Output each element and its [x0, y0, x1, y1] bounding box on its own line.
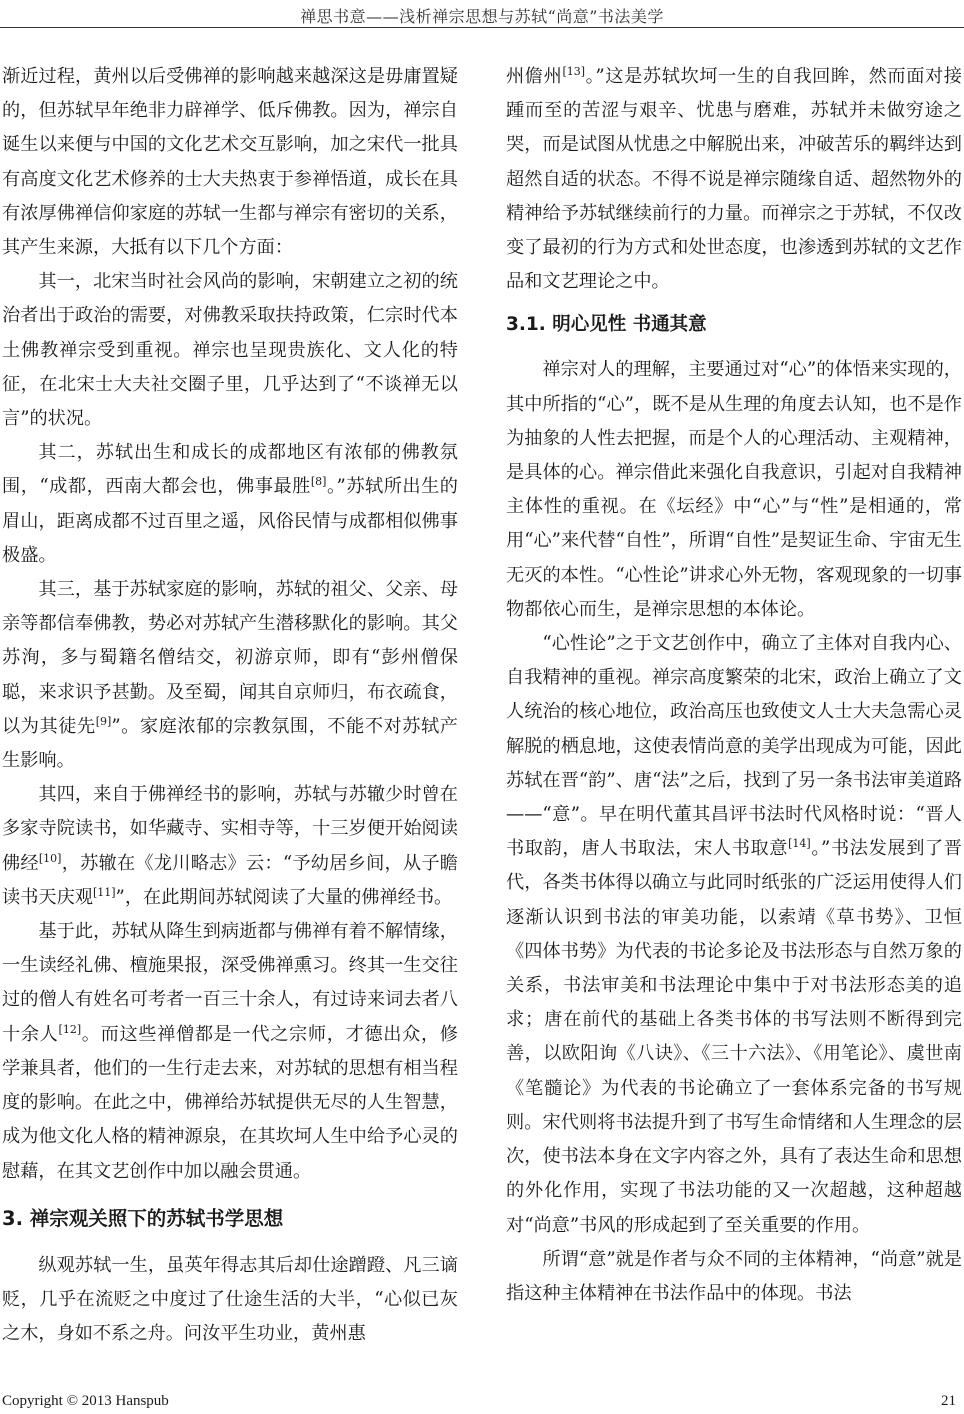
paragraph	[2, 778, 458, 915]
paragraph-text: 。”这是苏轼坎坷一生的自我回眸，然而面对接踵而至的苦涩与艰辛、忧患与磨难，苏轼并未做穷途之哭，而是试图从忧患之中解脱出来，冲破苦乐的羁绊达到超然自适的状态。不得不说是禅宗随缘自适、超然物外的精神给予苏轼继续前行的力量。而禅宗之于苏轼，不仅改变了最初的行为方式和处世态度，也渗透到苏轼的文艺作品和文艺理论之中。	[506, 66, 962, 293]
running-title: 禅思书意——浅析禅宗思想与苏轼“尚意”书法美学	[300, 7, 664, 26]
paragraph-text: 基于此，苏轼从降生到病逝都与佛禅有着不解情缘，一生读经礼佛、檀施果报，深受佛禅熏习。终其一生交往过的僧人有姓名可考者一百三十余人，有过诗来词去者八十余人	[2, 921, 458, 1045]
paragraph: 纵观苏轼一生，虽英年得志其后却仕途蹭蹬、凡三谪贬，几乎在流贬之中度过了仕途生活的大半，“心似已灰之木，身如不系之舟。问汝平生功业，黄州惠	[2, 1254, 458, 1345]
citation-ref: [10]	[38, 851, 62, 865]
copyright-notice: Copyright © 2013 Hanspub	[2, 1393, 169, 1409]
paragraph	[2, 573, 458, 778]
subsection-heading: 3.1. 明心见性 书通其意	[506, 314, 707, 336]
citation-ref: [8]	[310, 475, 327, 489]
left-column	[2, 60, 458, 1351]
paragraph	[506, 60, 962, 299]
citation-ref: [11]	[92, 885, 116, 899]
paragraph: 所谓“意”就是作者与众不同的主体精神，“尚意”就是指这种主体精神在书法作品中的体现。书法	[506, 1248, 962, 1304]
paragraph-text: ”，在此期间苏轼阅读了大量的佛禅经书。	[115, 886, 453, 908]
citation-ref: [13]	[562, 64, 586, 78]
paragraph: 渐近过程，黄州以后受佛禅的影响越来越深这是毋庸置疑的，但苏轼早年绝非力辟禅学、低斥佛教。因为，禅宗自诞生以来便与中国的文化艺术交互影响，加之宋代一批具有高度文化艺术修养的士大夫热衷于参禅悟道，成长在具有浓厚佛禅信仰家庭的苏轼一生都与禅宗有密切的关系，其产生来源，大抵有以下几个方面：	[2, 66, 458, 259]
paragraph-text: 其四，来自于佛禅经书的影响，苏轼与苏辙少时曾在多家寺院读书，如华藏寺、实相寺等，十三岁便开始阅读佛经	[2, 784, 458, 874]
paragraph-text: ，苏辙在《龙川略志》云：“予幼居乡间，从子瞻读书天庆观	[2, 852, 458, 908]
paragraph-text: 。”苏轼所出生的眉山，距离成都不过百里之遥，风俗民情与成都相似佛事极盛。	[2, 476, 458, 566]
citation-ref: [14]	[788, 837, 811, 851]
paragraph-text: 。而这些禅僧都是一代之宗师，才德出众，修学兼具者，他们的一生行走去来，对苏轼的思想有相当程度的影响。在此之中，佛禅给苏轼提供无尽的人生智慧，成为他文化人格的精神源泉，在其坎坷人生中给予心灵的慰藉，在其文艺创作中加以融会贯通。	[2, 1023, 458, 1182]
paragraph: 其一，北宋当时社会风尚的影响，宋朝建立之初的统治者出于政治的需要，对佛教采取扶持政策，仁宗时代本土佛教禅宗受到重视。禅宗也呈现贵族化、文人化的特征，在北宋士大夫社交圈子里，几乎达到了“不谈禅无以言”的状况。	[2, 271, 458, 430]
paragraph-text: 其三，基于苏轼家庭的影响，苏轼的祖父、父亲、母亲等都信奉佛教，势必对苏轼产生潜移默化的影响。其父苏洵，多与蜀籍名僧结交，初游京师，即有“彭州僧保聪，来求识予甚勤。及至蜀，闻其自京师归，布衣疏食，以为其徒先	[2, 579, 458, 737]
paragraph	[2, 436, 458, 573]
paragraph-text: 。”书法发展到了晋代，各类书体得以确立与此同时纸张的广泛运用使得人们逐渐认识到书法的审美功能，以索靖《草书势》、卫恒《四体书势》为代表的书论多论及书法形态与自然万象的关系，书法审美和书法理论中集中于对书法形态美的追求；唐在前代的基础上各类书体的书写法则不断得到完善，以欧阳询《八诀》、《三十六法》、《用笔论》、虞世南《笔髓论》为代表的书论确立了一套体系完备的书写规则。宋代则将书法提升到了书写生命情绪和人生理念的层次，使书法本身在文字内容之外，具有了表达生命和思想的外化作用，实现了书法功能的又一次超越，这种超越对“尚意”书风的形成起到了至关重要的作用。	[506, 838, 962, 1236]
right-column	[506, 60, 962, 1311]
header-rule	[0, 27, 964, 28]
paragraph-text: “心性论”之于文艺创作中，确立了主体对自我内心、自我精神的重视。禅宗高度繁荣的北宋，政治上确立了文人统治的核心地位，政治高压也致使文人士大夫急需心灵解脱的栖息地，这使表情尚意的美学出现成为可能，因此苏轼在晋“韵”、唐“法”之后，找到了另一条书法审美道路——“意”。早在明代董其昌评书法时代风格时说：“晋人书取韵，唐人书取法，宋人书取意	[506, 633, 962, 860]
citation-ref: [12]	[58, 1022, 82, 1036]
page-number: 21	[941, 1393, 956, 1409]
section-heading: 3. 禅宗观关照下的苏轼书学思想	[2, 1206, 284, 1230]
paragraph-text: ”。家庭浓郁的宗教氛围，不能不对苏轼产生影响。	[2, 715, 458, 772]
paragraph	[2, 915, 458, 1189]
paragraph-text: 其二，苏轼出生和成长的成都地区有浓郁的佛教氛围，“成都，西南大都会也，佛事最胜	[2, 442, 458, 498]
citation-ref: [9]	[95, 714, 112, 728]
paragraph	[506, 627, 962, 1243]
paragraph-text: 州儋州	[506, 66, 563, 87]
paragraph: 禅宗对人的理解，主要通过对“心”的体悟来实现的，其中所指的“心”，既不是从生理的角度去认知，也不是作为抽象的人性去把握，而是个人的心理活动、主观精神，是具体的心。禅宗借此来强化自我意识，引起对自我精神主体性的重视。在《坛经》中“心”与“性”是相通的，常用“心”来代替“自性”，所谓“自性”是契证生命、宇宙无生无灭的本性。“心性论”讲求心外无物，客观现象的一切事物都依心而生，是禅宗思想的本体论。	[506, 359, 962, 620]
